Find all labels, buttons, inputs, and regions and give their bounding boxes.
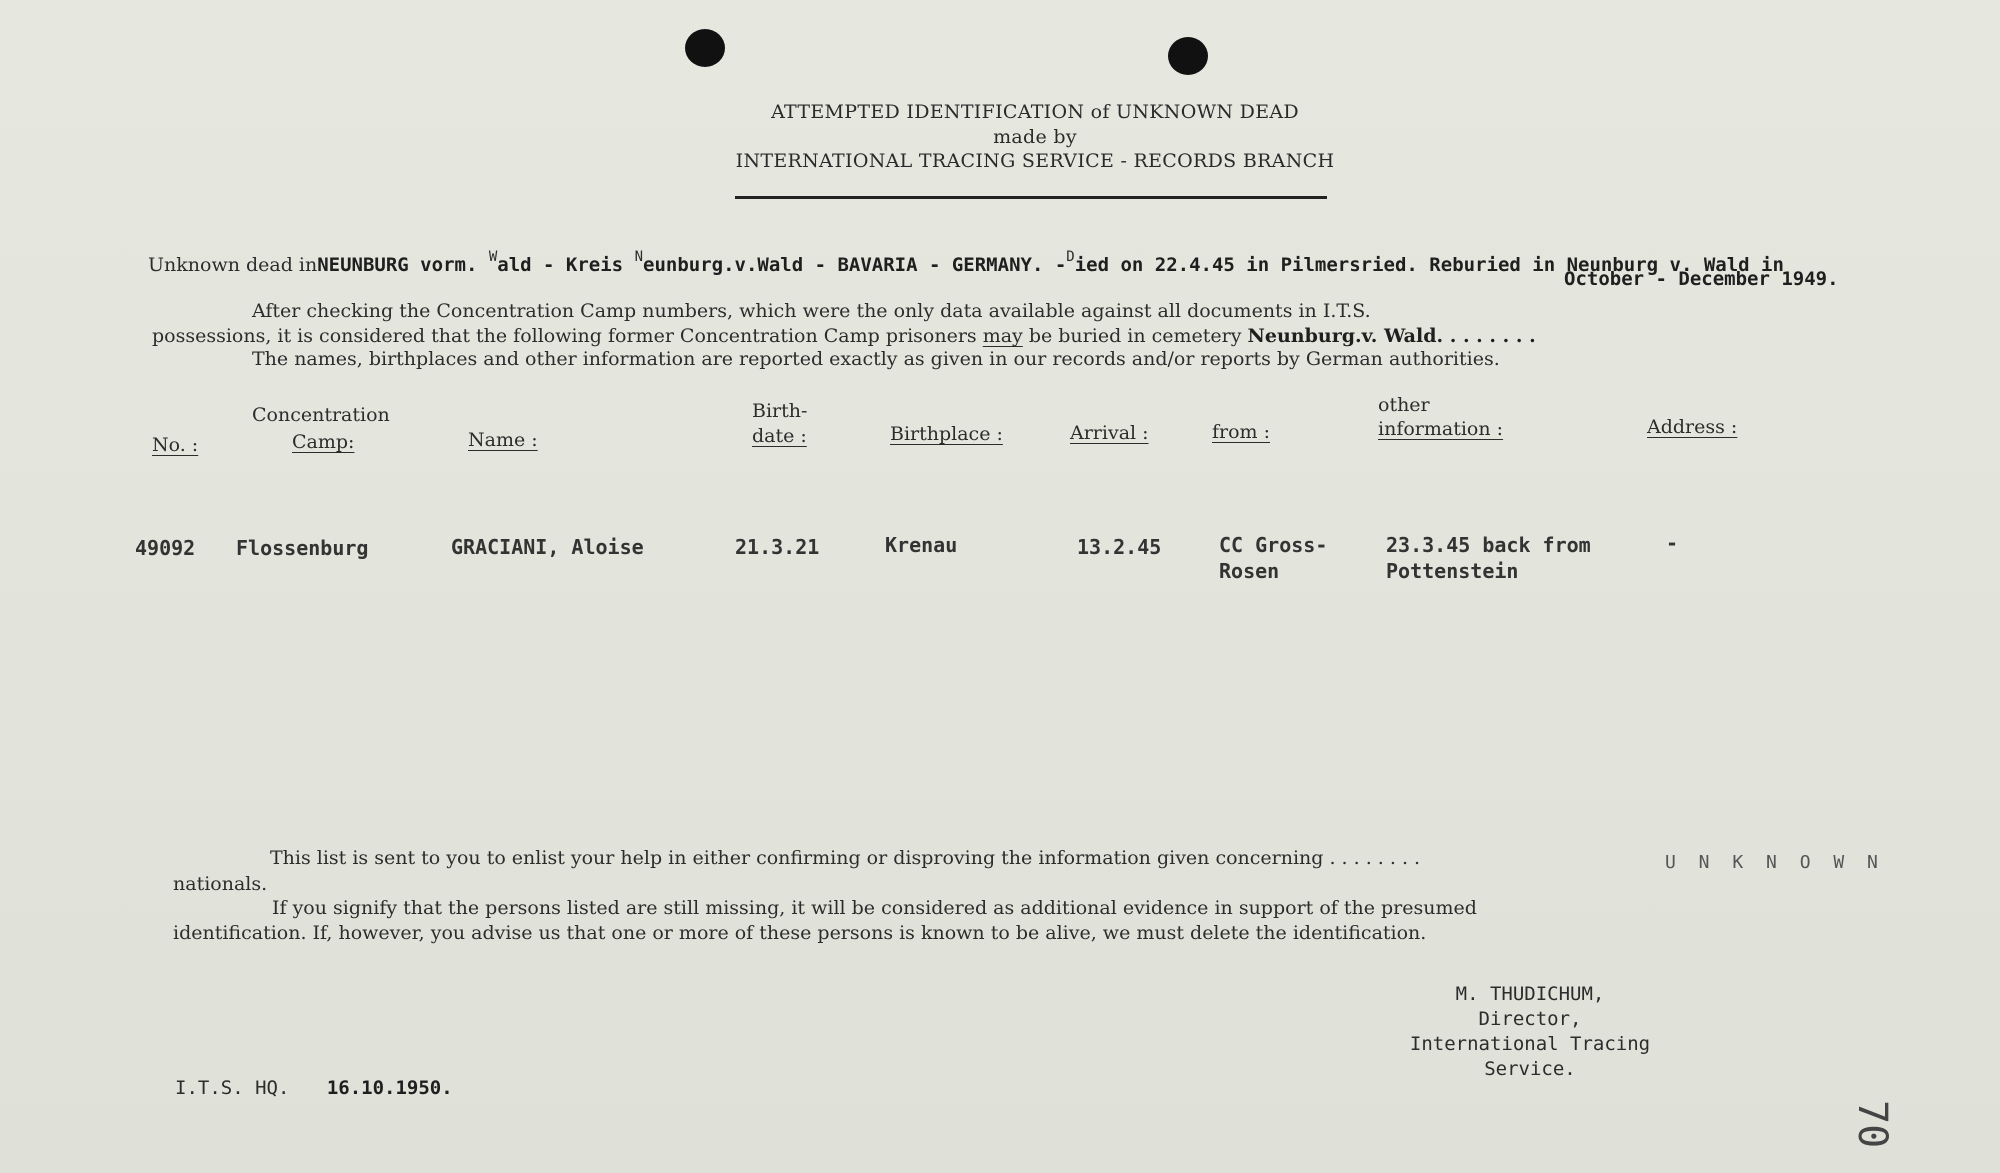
signature-block (1360, 982, 1700, 1082)
cell-from-l2: Rosen (1219, 559, 1280, 583)
signature-org: International Tracing Service. (1409, 1033, 1651, 1080)
col-camp-l1: Concentration (252, 404, 390, 426)
para1-line-a: After checking the Concentration Camp numbers, which were the only data available against all documents in I.T.S. (252, 300, 1371, 322)
col-from: from : (1212, 421, 1271, 443)
header-title: ATTEMPTED IDENTIFICATION of UNKNOWN DEAD (771, 101, 1299, 123)
footer-para2-a: If you signify that the persons listed are still missing, it will be considered as additional evidence in support of the presumed (272, 897, 1477, 919)
col-other-l2: information : (1378, 418, 1504, 440)
cell-arrival: 13.2.45 (1077, 535, 1162, 559)
signature-name: M. THUDICHUM, (1455, 983, 1605, 1005)
place-cont: ald - Kreis (497, 254, 624, 276)
hq-line (175, 1077, 453, 1099)
header-made-by: made by (993, 126, 1077, 148)
col-birthdate-l1: Birth- (752, 400, 808, 422)
cell-from-l1: CC Gross- (1219, 533, 1328, 557)
signature-title: Director, (1478, 1008, 1582, 1030)
died-reburied: ied on 22.4.45 in Pilmersried. Reburied in Neunburg v. Wald in (1074, 254, 1784, 276)
col-name: Name : (468, 429, 538, 451)
col-address: Address : (1647, 416, 1738, 438)
cell-birthplace: Krenau (885, 533, 958, 557)
nationals-stamp: U N K N O W N (1665, 852, 1884, 873)
footer-nationals: nationals. (173, 873, 268, 895)
place: NEUNBURG vorm. (317, 254, 478, 276)
cell-name: GRACIANI, Aloise (451, 535, 644, 559)
intro-prefix: Unknown dead in (148, 254, 318, 276)
col-no: No. : (152, 434, 199, 456)
hq-date: 16.10.1950. (326, 1077, 453, 1099)
header-rule (735, 196, 1327, 199)
col-camp-l2: Camp: (292, 431, 355, 453)
col-other-l1: other (1378, 394, 1430, 416)
cell-other-l2: Pottenstein (1386, 559, 1519, 583)
col-birthdate-l2: date : (752, 425, 807, 447)
para1-line-b: possessions, it is considered that the following former Concentration Camp prisoners may be buried in cemetery Neunburg.v. Wald. . . . . . . . (152, 325, 1536, 347)
reburied-period: October - December 1949. (1564, 268, 1839, 290)
footer-para1: This list is sent to you to enlist your help in either confirming or disproving the information given concerning . . . . . . . . (270, 847, 1421, 869)
col-birthplace: Birthplace : (890, 423, 1003, 445)
kreis: eunburg.v.Wald - BAVARIA - GERMANY. - (643, 254, 1067, 276)
para2: The names, birthplaces and other information are reported exactly as given in our records and/or reports by German authorities. (252, 348, 1500, 370)
col-arrival: Arrival : (1070, 422, 1149, 444)
punch-hole-left (685, 29, 725, 67)
cell-address: - (1666, 531, 1679, 555)
may-emphasis: may (982, 325, 1023, 347)
page-number: 70 (1849, 1100, 1895, 1149)
hq-label: I.T.S. HQ. (175, 1077, 290, 1099)
cell-no: 49092 (135, 536, 196, 560)
intro-line: Unknown dead inNEUNBURG vorm. $^W$ald - Kreis $^N$eunburg.v.Wald - BAVARIA - GERMANY. -$^D$ied on 22.4.45 in Pilmersried. Reburied in Neunburg v. Wald in (148, 249, 1784, 276)
cell-camp: Flossenburg (236, 536, 369, 560)
header-branch: INTERNATIONAL TRACING SERVICE - RECORDS BRANCH (735, 150, 1335, 172)
cell-birthdate: 21.3.21 (735, 535, 820, 559)
punch-hole-right (1168, 37, 1208, 75)
footer-para2-b: identification. If, however, you advise us that one or more of these persons is known to be alive, we must delete the identification. (173, 922, 1427, 944)
cell-other-l1: 23.3.45 back from (1386, 533, 1591, 557)
cemetery: Neunburg.v. Wald. . . . . . . . (1247, 325, 1536, 347)
